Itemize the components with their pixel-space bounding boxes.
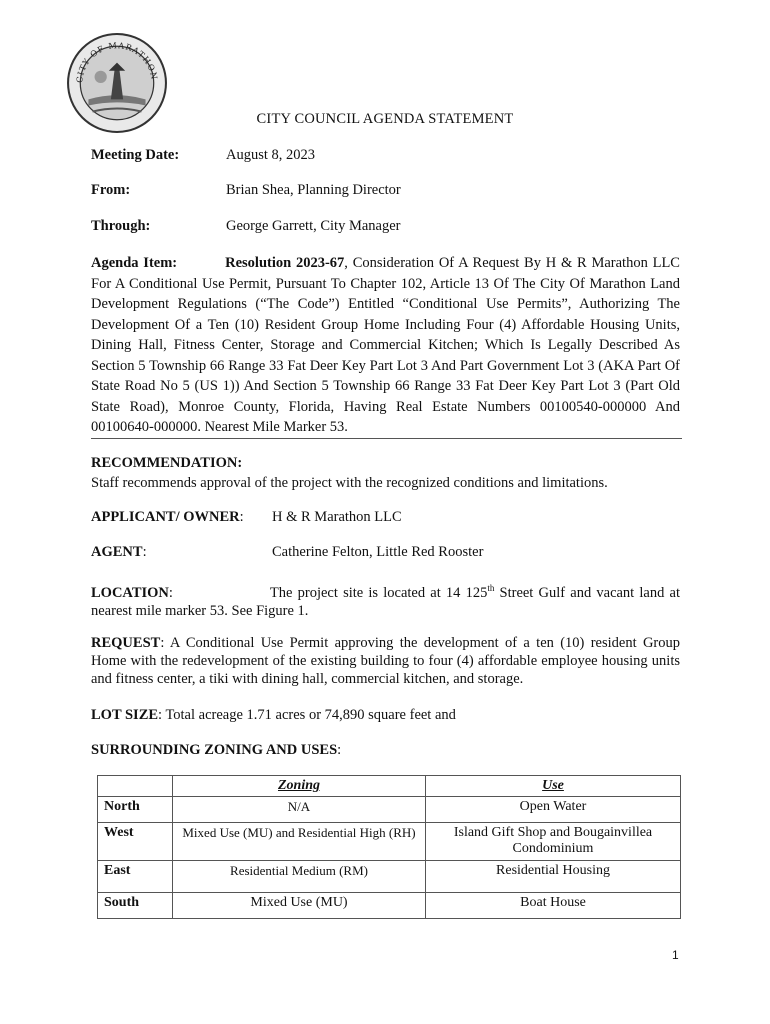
- request-section: [91, 634, 680, 688]
- agenda-item-text: , Consideration Of A Request By H & R Marathon LLC For A Conditional Use Permit, Pursuant To Chapter 102, Article 13 Of The City Of Marathon Land Development Regulations (“The Code”) Entitled “Conditional Use Permits”, Authorizing The Development Of a Ten (10) Resident Group Home Including Four (4) Affordable Housing Units, Dining Hall, Fitness Center, Storage and Commercial Kitchen; Which Is Legally Described As Section 5 Township 66 Range 33 Fat Deer Key Part Lot 3 And Part Government Lot 3 (AKA Part Of State Road No 5 (US 1)) And Section 5 Township 66 Range 33 Fat Deer Key Part Lot 3 (Part Old State Road), Monroe County, Florida, Having Real Estate Numbers 00100540-000000 And 00100640-000000. Nearest Mile Marker 53.: [91, 255, 680, 435]
- agent-value: Catherine Felton, Little Red Rooster: [272, 544, 484, 560]
- table-row: [98, 823, 681, 861]
- table-row: [98, 861, 681, 893]
- meeting-date-value: August 8, 2023: [226, 147, 316, 163]
- table-header-row: [98, 776, 681, 797]
- surrounding-colon: :: [337, 742, 342, 758]
- row-zoning: Mixed Use (MU): [173, 893, 426, 919]
- row-use: Open Water: [426, 797, 681, 823]
- row-use: Boat House: [426, 893, 681, 919]
- recommendation-section: [91, 454, 680, 492]
- section-divider: [91, 438, 682, 439]
- row-zoning: N/A: [173, 797, 426, 823]
- location-text-b: Street Gulf and vacant land at nearest mile marker 53. See Figure 1.: [91, 584, 680, 619]
- location-text-a: The project site is located at 14 125: [269, 584, 488, 601]
- request-label: REQUEST: [91, 635, 161, 651]
- applicant-value: H & R Marathon LLC: [272, 509, 402, 525]
- request-text: : A Conditional Use Permit approving the development of a ten (10) resident Group Home with the redevelopment of the existing building to four (4) affordable employee housing units and fitness center, a tiki with dining hall, commercial kitchen, and storage.: [91, 635, 680, 687]
- svg-text:CITY OF MARATHON: CITY OF MARATHON: [74, 40, 160, 84]
- meeting-date-label: Meeting Date:: [91, 147, 180, 163]
- table-row: [98, 893, 681, 919]
- meeting-date-row: [91, 147, 316, 164]
- table-row: [98, 797, 681, 823]
- page-heading: CITY COUNCIL AGENDA STATEMENT: [256, 111, 514, 127]
- agent-label: AGENT: [91, 544, 143, 560]
- row-zoning: Residential Medium (RM): [173, 861, 426, 893]
- row-direction: West: [98, 823, 173, 861]
- location-superscript: th: [487, 583, 495, 593]
- table-header-use: Use: [426, 776, 681, 797]
- table-header-blank: [98, 776, 173, 797]
- row-direction: East: [98, 861, 173, 893]
- agent-colon: :: [142, 544, 147, 560]
- location-section: [91, 579, 680, 620]
- from-value: Brian Shea, Planning Director: [226, 182, 401, 198]
- row-direction: South: [98, 893, 173, 919]
- location-colon: :: [168, 584, 173, 601]
- applicant-label: APPLICANT/ OWNER: [91, 509, 240, 525]
- from-row: [91, 182, 401, 199]
- applicant-colon: :: [239, 509, 244, 525]
- lot-size-text: : Total acreage 1.71 acres or 74,890 square feet and: [158, 707, 456, 723]
- lot-size-label: LOT SIZE: [91, 707, 159, 723]
- row-zoning: Mixed Use (MU) and Residential High (RH): [173, 823, 426, 861]
- row-use: Residential Housing: [426, 861, 681, 893]
- row-use: Island Gift Shop and Bougainvillea Condominium: [426, 823, 681, 861]
- agent-row: [91, 543, 680, 561]
- row-direction: North: [98, 797, 173, 823]
- location-label: LOCATION: [91, 584, 169, 601]
- applicant-row: [91, 508, 680, 526]
- agenda-item-label: Agenda Item:: [91, 255, 178, 271]
- surrounding-label: SURROUNDING ZONING AND USES: [91, 742, 338, 758]
- from-label: From:: [91, 182, 131, 198]
- table-header-zoning: Zoning: [173, 776, 426, 797]
- through-row: [91, 218, 401, 235]
- through-value: George Garrett, City Manager: [226, 218, 401, 234]
- zoning-table: [97, 775, 681, 919]
- resolution-number: Resolution 2023-67: [225, 255, 345, 271]
- lot-size-section: [91, 706, 680, 724]
- surrounding-heading: [91, 741, 680, 759]
- through-label: Through:: [91, 218, 151, 234]
- page-number: 1: [672, 948, 679, 962]
- agenda-item-paragraph: [91, 253, 680, 438]
- recommendation-text: Staff recommends approval of the project with the recognized conditions and limitations.: [91, 475, 608, 491]
- recommendation-label: RECOMMENDATION:: [91, 455, 243, 471]
